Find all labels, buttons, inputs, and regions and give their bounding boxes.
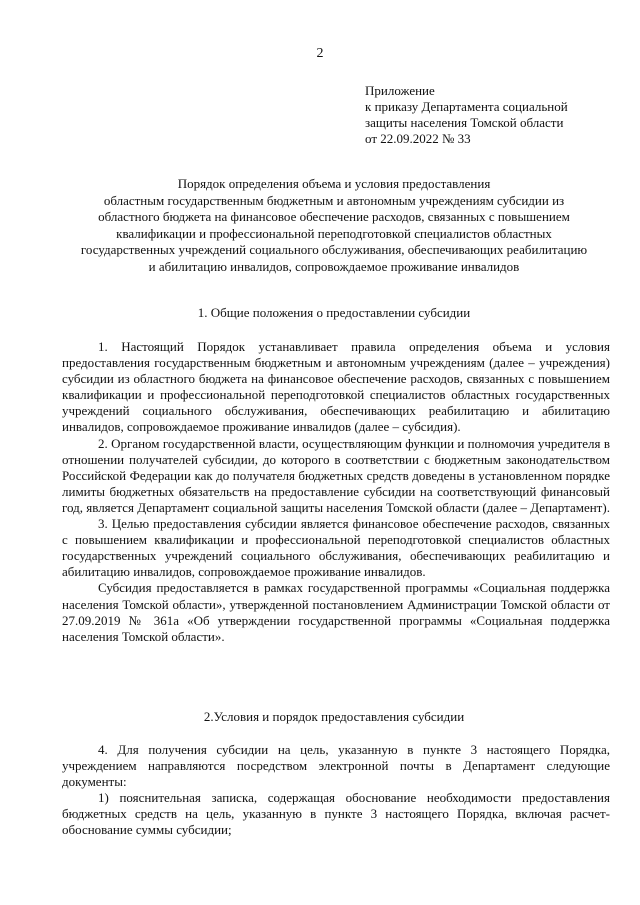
- paragraph-4: 4. Для получения субсидии на цель, указанную в пункте 3 настоящего Порядка, учреждением направляются посредством электронной почты в Департамент следующие документы:: [62, 742, 610, 790]
- title-line: квалификации и профессиональной переподготовкой специалистов областных: [116, 225, 552, 241]
- paragraph-4-item-1: 1) пояснительная записка, содержащая обоснование необходимости предоставления бюджетных средств на цель, указанную в пункте 3 настоящего Порядка, включая расчет-обоснование суммы субсидии;: [62, 790, 610, 838]
- document-title: [60, 176, 608, 275]
- paragraph-2: 2. Органом государственной власти, осуществляющим функции и полномочия учредителя в отношении получателей субсидии, до которого в соответствии с бюджетным законодательством Российской Федерации как до получателя бюджетных средств доведены в установленном порядке лимиты бюджетных обязательств на предоставление субсидии на соответствующий финансовый год, является Департамент социальной защиты населения Томской области (далее – Департамент).: [62, 435, 610, 515]
- section-1-heading: 1. Общие положения о предоставлении субсидии: [197, 305, 471, 320]
- title-line: и абилитацию инвалидов, сопровождаемое проживание инвалидов: [148, 258, 520, 274]
- appendix-line: Приложение: [365, 83, 435, 98]
- section-1-body: [62, 339, 610, 645]
- title-line: государственных учреждений социального обслуживания, обеспечивающих реабилитацию: [80, 242, 588, 257]
- appendix-line: к приказу Департамента социальной: [365, 99, 568, 114]
- paragraph-3: 3. Целью предоставления субсидии является финансовое обеспечение расходов, связанных с повышением квалификации и профессиональной переподготовкой специалистов областных государственных учреждений социального обслуживания, обеспечивающих реабилитацию и абилитацию инвалидов, сопровождаемое проживание инвалидов.: [62, 516, 610, 580]
- appendix-line: защиты населения Томской области: [365, 115, 564, 130]
- page-number: 2: [316, 46, 324, 61]
- title-line: Порядок определения объема и условия предоставления: [177, 176, 491, 191]
- title-line: областного бюджета на финансовое обеспечение расходов, связанных с повышением: [98, 209, 570, 224]
- paragraph-program: Субсидия предоставляется в рамках государственной программы «Социальная поддержка населения Томской области», утвержденной постановлением Администрации Томской области от 27.09.2019 № 361а «Об утверждении государственной программы «Социальная поддержка населения Томской области».: [62, 580, 610, 644]
- appendix-line: от 22.09.2022 № 33: [365, 131, 471, 146]
- paragraph-1: 1. Настоящий Порядок устанавливает правила определения объема и условия предоставления государственным бюджетным и автономным учреждениям (далее – учреждения) субсидии из областного бюджета на финансовое обеспечение расходов, связанных с повышением квалификации и профессиональной переподготовкой специалистов областных государственных учреждений социального обслуживания, обеспечивающих реабилитацию и абилитацию инвалидов, сопровождаемое проживание инвалидов (далее – субсидия).: [62, 339, 610, 435]
- title-line: областным государственным бюджетным и автономным учреждениям субсидии из: [103, 192, 565, 208]
- appendix-block: [365, 83, 625, 147]
- section-2-body: [62, 742, 610, 839]
- section-2-heading: 2.Условия и порядок предоставления субсидии: [203, 709, 465, 724]
